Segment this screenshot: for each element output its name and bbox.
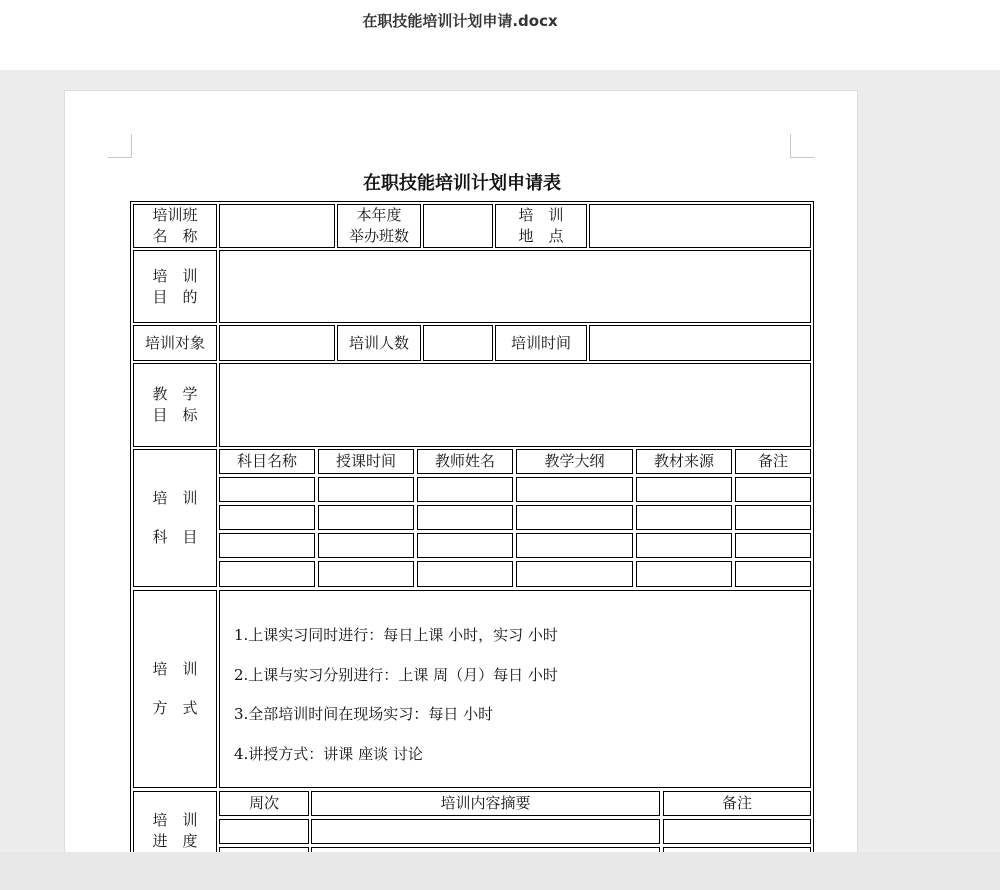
subject-cell[interactable]	[735, 561, 811, 587]
subject-cell[interactable]	[516, 533, 633, 558]
label-progress: 培 训 进 度	[133, 791, 217, 860]
input-teaching-goal[interactable]	[219, 363, 811, 447]
input-location[interactable]	[589, 204, 811, 248]
method-option: 1.上课实习同时进行：每日上课 小时，实习 小时	[234, 626, 558, 644]
subjects-header-teacher: 教师姓名	[417, 449, 513, 474]
progress-header-remarks: 备注	[663, 791, 811, 816]
label-target: 培训对象	[133, 325, 217, 361]
subject-cell[interactable]	[417, 505, 513, 530]
subjects-header-name: 科目名称	[219, 449, 315, 474]
label-purpose: 培 训 目 的	[133, 250, 217, 323]
method-option: 4.讲授方式：讲课 座谈 讨论	[234, 744, 423, 763]
subject-cell[interactable]	[735, 477, 811, 502]
subjects-header-materials: 教材来源	[636, 449, 732, 474]
subjects-header-time: 授课时间	[318, 449, 414, 474]
label-subjects: 培 训 科 目	[133, 449, 217, 587]
subject-cell[interactable]	[636, 505, 732, 530]
subject-cell[interactable]	[735, 505, 811, 530]
label-period: 培训时间	[495, 325, 587, 361]
method-option: 2.上课与实习分别进行：上课 周（月）每日 小时	[234, 665, 558, 684]
subject-cell[interactable]	[417, 477, 513, 502]
subject-cell[interactable]	[318, 561, 414, 587]
subject-cell[interactable]	[516, 505, 633, 530]
subject-cell[interactable]	[516, 477, 633, 502]
input-class-name[interactable]	[219, 204, 335, 248]
method-option: 3.全部培训时间在现场实习：每日 小时	[234, 705, 494, 723]
subject-cell[interactable]	[636, 477, 732, 502]
subject-cell[interactable]	[735, 533, 811, 558]
input-period[interactable]	[589, 325, 811, 361]
subject-cell[interactable]	[417, 561, 513, 587]
page-margin-marker-top-left	[108, 134, 132, 158]
method-options	[219, 590, 811, 788]
document-page	[64, 90, 858, 860]
label-method: 培 训 方 式	[133, 590, 217, 788]
subject-cell[interactable]	[636, 533, 732, 558]
subjects-header-remarks: 备注	[735, 449, 811, 474]
progress-cell[interactable]	[311, 819, 660, 844]
input-target[interactable]	[219, 325, 335, 361]
page-margin-marker-top-right	[790, 134, 814, 158]
subject-cell[interactable]	[318, 533, 414, 558]
subject-cell[interactable]	[516, 561, 633, 587]
progress-header-content: 培训内容摘要	[311, 791, 660, 816]
subject-cell[interactable]	[219, 477, 315, 502]
input-purpose[interactable]	[219, 250, 811, 323]
label-class-name: 培训班 名 称	[133, 204, 217, 248]
progress-header-week: 周次	[219, 791, 309, 816]
subject-cell[interactable]	[219, 561, 315, 587]
subject-cell[interactable]	[318, 477, 414, 502]
subject-cell[interactable]	[219, 505, 315, 530]
title-bar	[0, 0, 1000, 70]
subject-cell[interactable]	[636, 561, 732, 587]
progress-cell[interactable]	[663, 819, 811, 844]
subject-cell[interactable]	[318, 505, 414, 530]
document-filename: 在职技能培训计划申请.docx	[362, 12, 558, 30]
label-teaching-goal: 教 学 目 标	[133, 363, 217, 447]
subject-cell[interactable]	[219, 533, 315, 558]
input-sessions-per-year[interactable]	[423, 204, 493, 248]
application-table	[130, 201, 814, 860]
label-headcount: 培训人数	[337, 325, 421, 361]
subjects-header-syllabus: 教学大纲	[516, 449, 633, 474]
progress-cell[interactable]	[219, 819, 309, 844]
bottom-bar	[0, 852, 1000, 890]
label-sessions-per-year: 本年度 举办班数	[337, 204, 421, 248]
input-headcount[interactable]	[423, 325, 493, 361]
subject-cell[interactable]	[417, 533, 513, 558]
form-title: 在职技能培训计划申请表	[363, 173, 561, 194]
label-location: 培 训 地 点	[495, 204, 587, 248]
